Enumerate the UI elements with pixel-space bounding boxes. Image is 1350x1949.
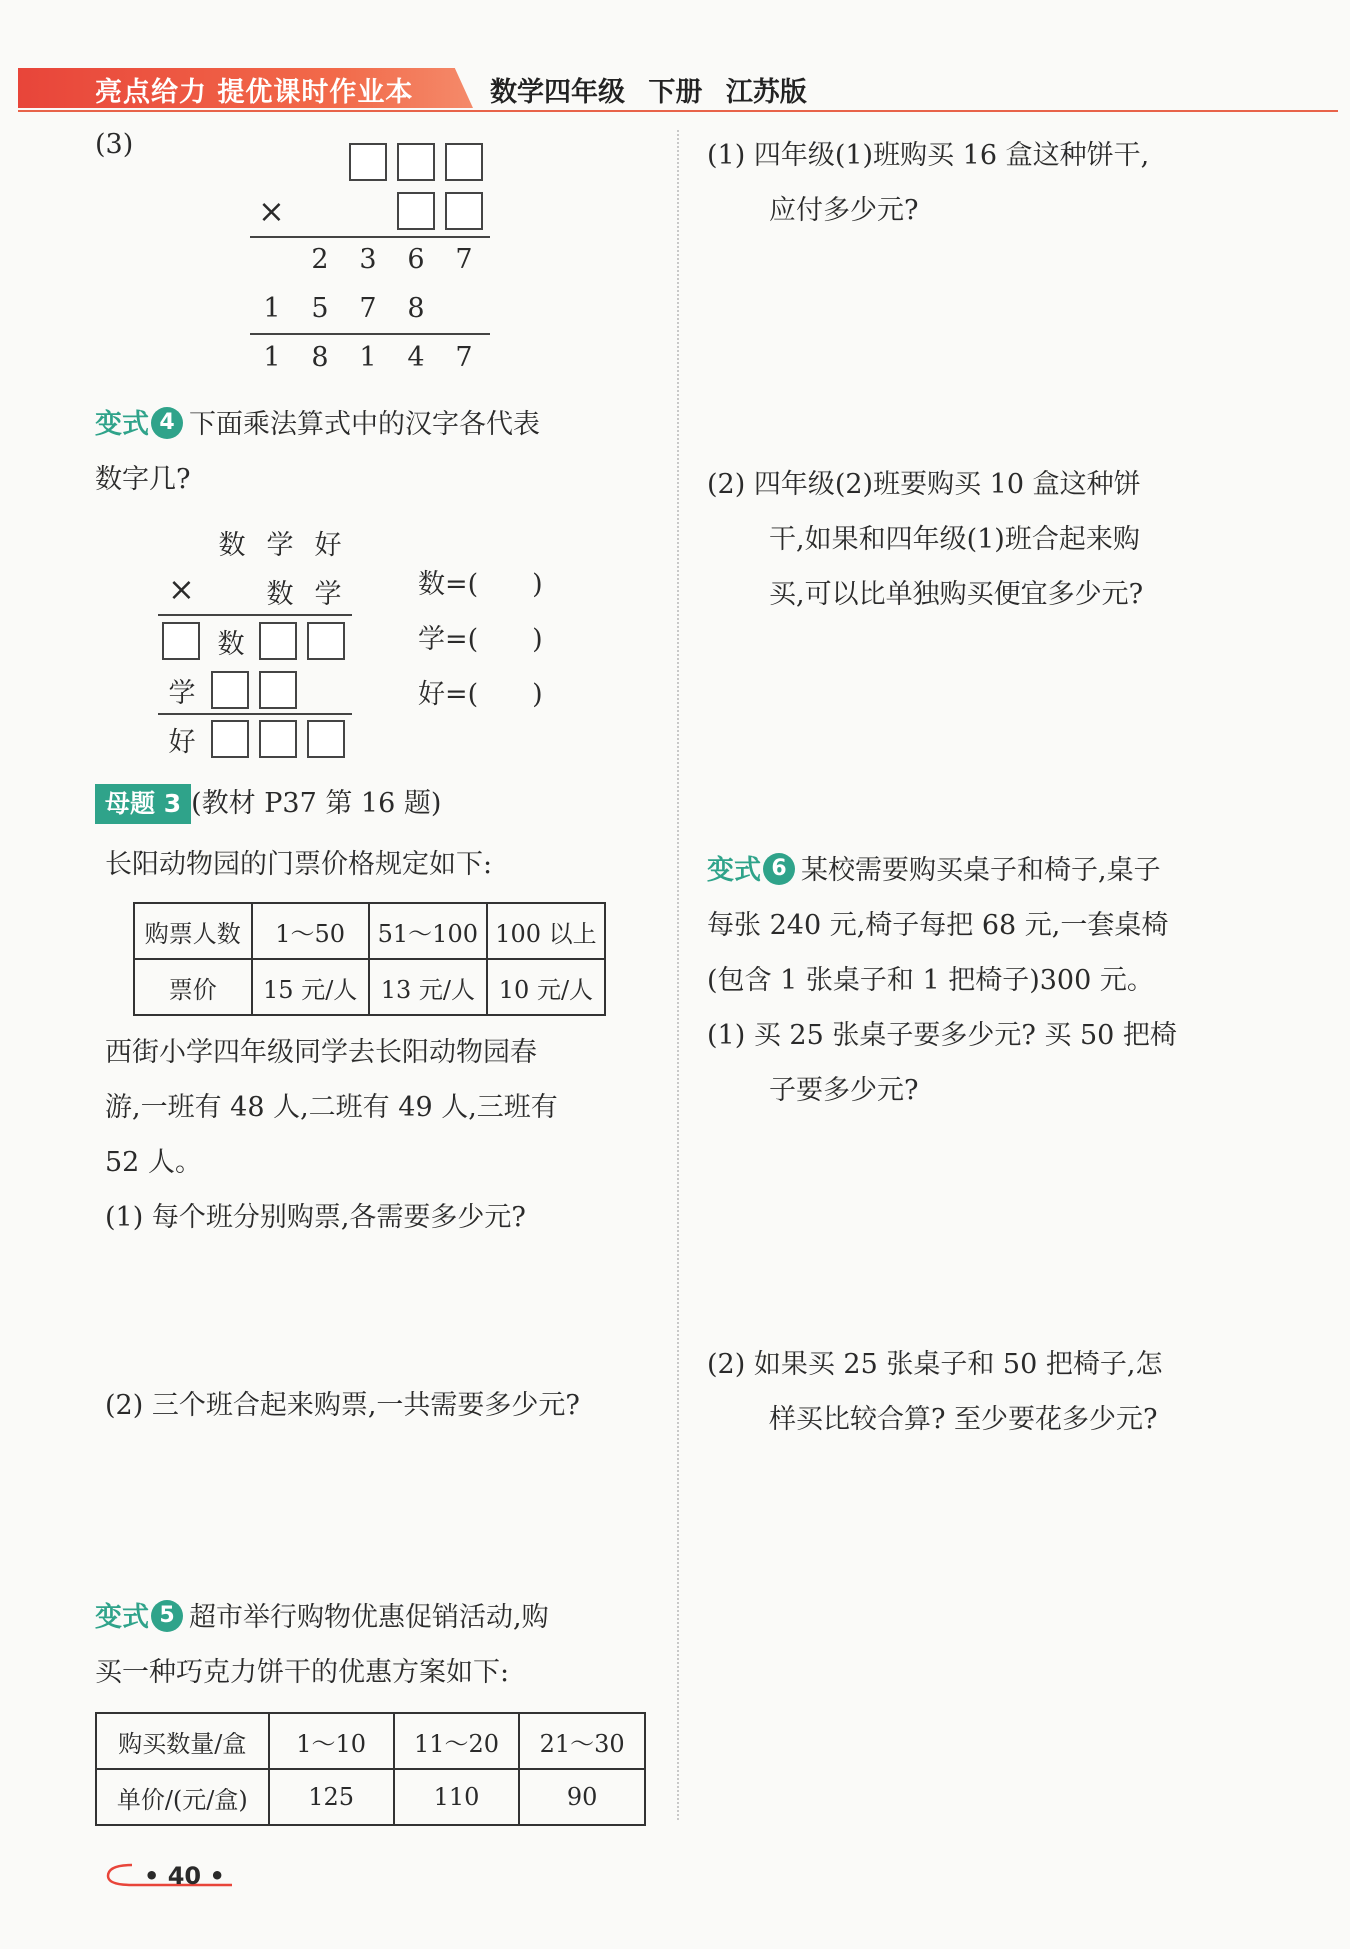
variant4-heading <box>95 397 540 452</box>
variant4-line2: 数字几? <box>95 464 191 495</box>
header-volume: 下册 <box>648 77 703 108</box>
discount-table <box>95 1712 646 1826</box>
calc-rule <box>158 614 352 616</box>
variant6-q1-line2: 子要多少元? <box>769 1075 919 1106</box>
right-q2-line2: 干,如果和四年级(1)班合起来购 <box>769 524 1140 555</box>
table-cell: 21～30 <box>519 1713 645 1769</box>
variant-number-badge: 4 <box>151 407 183 439</box>
variant-tag: 变式 <box>95 409 149 440</box>
hanzi-digit: 好 <box>168 727 196 758</box>
calc-rule <box>250 333 490 335</box>
table-cell: 票价 <box>134 959 252 1015</box>
mother3-heading <box>95 782 441 826</box>
table-cell: 13 元/人 <box>369 959 487 1015</box>
variant-tag: 变式 <box>95 1602 149 1633</box>
digit: 3 <box>359 244 377 275</box>
variant-number-badge: 5 <box>151 1600 183 1632</box>
answer-box[interactable] <box>307 622 345 660</box>
variant6-heading <box>707 843 1161 898</box>
mother3-para-line: 游,一班有 48 人,二班有 49 人,三班有 <box>105 1092 558 1123</box>
table-cell: 购买数量/盒 <box>96 1713 269 1769</box>
hanzi-digit: 学 <box>168 678 196 709</box>
table-cell: 1～10 <box>269 1713 394 1769</box>
mother3-question2: (2) 三个班合起来购票,一共需要多少元? <box>105 1390 580 1421</box>
variant4-line1: 下面乘法算式中的汉字各代表 <box>189 409 540 440</box>
answer-box[interactable] <box>211 720 249 758</box>
table-cell: 单价/(元/盒) <box>96 1769 269 1825</box>
table-cell: 51～100 <box>369 903 487 959</box>
variant6-q2-line2: 样买比较合算? 至少要花多少元? <box>769 1404 1158 1435</box>
ticket-price-table <box>133 902 606 1016</box>
table-cell: 125 <box>269 1769 394 1825</box>
variant6-line1: 某校需要购买桌子和椅子,桌子 <box>801 855 1161 886</box>
table-cell: 1～50 <box>252 903 369 959</box>
answer-blank-xue[interactable]: 学=( ) <box>418 624 543 655</box>
variant-tag: 变式 <box>707 855 761 886</box>
digit: 6 <box>407 244 425 275</box>
puzzle3-label: (3) <box>95 129 134 160</box>
digit: 5 <box>311 293 329 324</box>
table-cell: 110 <box>394 1769 520 1825</box>
variant-number-badge: 6 <box>763 853 795 885</box>
variant6-line3: (包含 1 张桌子和 1 把椅子)300 元。 <box>707 965 1154 996</box>
table-cell: 15 元/人 <box>252 959 369 1015</box>
mother3-para-line: 西街小学四年级同学去长阳动物园春 <box>105 1037 537 1068</box>
digit: 7 <box>359 293 377 324</box>
digit: 1 <box>359 342 377 373</box>
variant5-heading <box>95 1590 549 1645</box>
table-cell: 10 元/人 <box>487 959 605 1015</box>
right-q1-line2: 应付多少元? <box>769 195 919 226</box>
answer-blank-hao[interactable]: 好=( ) <box>418 679 543 710</box>
answer-box[interactable] <box>445 143 483 181</box>
table-row <box>134 903 605 959</box>
times-sign: × <box>168 570 195 608</box>
header-subject: 数学四年级 <box>490 77 625 108</box>
variant6-q2-line1: (2) 如果买 25 张桌子和 50 把椅子,怎 <box>707 1349 1163 1380</box>
table-cell: 100 以上 <box>487 903 605 959</box>
digit: 4 <box>407 342 425 373</box>
mother3-para-line: 52 人。 <box>105 1147 202 1178</box>
variant6-line2: 每张 240 元,椅子每把 68 元,一套桌椅 <box>707 910 1169 941</box>
digit: 7 <box>455 342 473 373</box>
variant5-line2: 买一种巧克力饼干的优惠方案如下: <box>95 1657 510 1688</box>
hanzi-digit: 数 <box>217 629 245 660</box>
mother3-source: (教材 P37 第 16 题) <box>191 788 442 819</box>
mother3-question1: (1) 每个班分别购票,各需要多少元? <box>105 1202 526 1233</box>
digit: 7 <box>455 244 473 275</box>
page-number: • 40 • <box>144 1862 225 1890</box>
table-cell: 11～20 <box>394 1713 520 1769</box>
calc-rule <box>250 236 490 238</box>
header-edition: 江苏版 <box>725 77 807 108</box>
table-cell: 购票人数 <box>134 903 252 959</box>
hanzi-digit: 学 <box>266 530 294 561</box>
answer-box[interactable] <box>397 192 435 230</box>
table-cell: 90 <box>519 1769 645 1825</box>
answer-box[interactable] <box>307 720 345 758</box>
right-q2-line3: 买,可以比单独购买便宜多少元? <box>769 579 1144 610</box>
answer-box[interactable] <box>349 143 387 181</box>
variant6-q1-line1: (1) 买 25 张桌子要多少元? 买 50 把椅 <box>707 1020 1177 1051</box>
answer-box[interactable] <box>211 671 249 709</box>
answer-box[interactable] <box>259 622 297 660</box>
hanzi-digit: 数 <box>218 530 246 561</box>
answer-box[interactable] <box>397 143 435 181</box>
column-divider <box>677 130 679 1820</box>
right-q2-line1: (2) 四年级(2)班要购买 10 盒这种饼 <box>707 469 1141 500</box>
mother-problem-tag: 母题 3 <box>95 784 191 824</box>
times-sign: × <box>258 192 285 230</box>
header-info <box>490 70 807 109</box>
digit: 8 <box>311 342 329 373</box>
calc-rule <box>158 713 352 715</box>
header-rule <box>18 110 1338 112</box>
digit: 8 <box>407 293 425 324</box>
table-row <box>134 959 605 1015</box>
header-brand: 亮点给力 提优课时作业本 <box>95 77 414 108</box>
table-row <box>96 1769 645 1825</box>
digit: 1 <box>263 293 281 324</box>
answer-box[interactable] <box>259 671 297 709</box>
answer-box[interactable] <box>445 192 483 230</box>
answer-blank-shu[interactable]: 数=( ) <box>418 569 543 600</box>
digit: 1 <box>263 342 281 373</box>
hanzi-digit: 好 <box>314 530 342 561</box>
answer-box[interactable] <box>162 622 200 660</box>
right-q1-line1: (1) 四年级(1)班购买 16 盒这种饼干, <box>707 140 1150 171</box>
hanzi-digit: 数 <box>266 579 294 610</box>
hanzi-digit: 学 <box>314 579 342 610</box>
variant5-line1: 超市举行购物优惠促销活动,购 <box>189 1602 549 1633</box>
table-row <box>96 1713 645 1769</box>
mother3-intro: 长阳动物园的门票价格规定如下: <box>105 849 493 880</box>
digit: 2 <box>311 244 329 275</box>
answer-box[interactable] <box>259 720 297 758</box>
